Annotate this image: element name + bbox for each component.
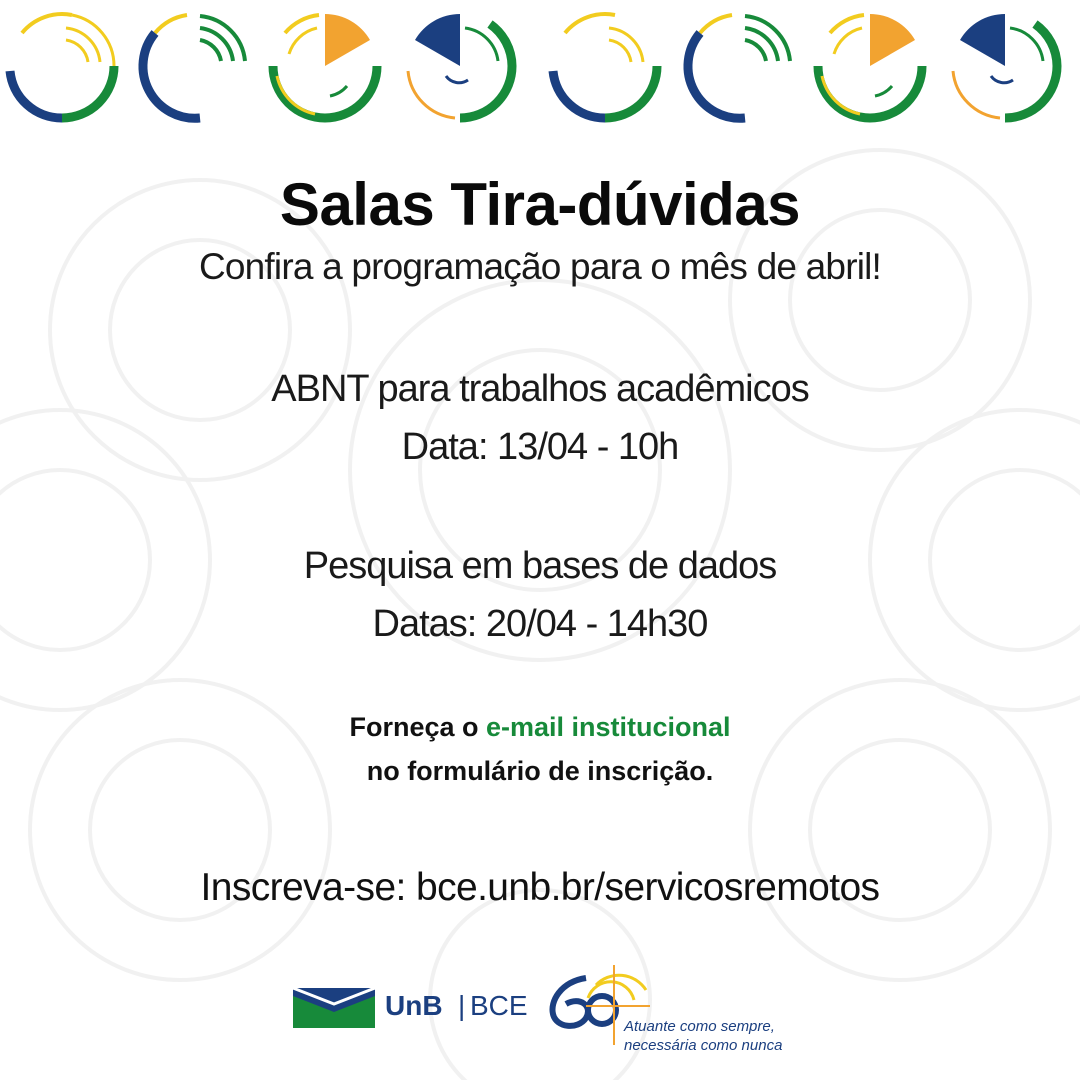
bce-logo-text: BCE [470,990,528,1021]
event-name: Pesquisa em bases de dados [303,545,777,587]
signup-link[interactable]: Inscreva-se: bce.unb.br/servicosremotos [200,866,880,909]
unb-logo-text: UnB [385,990,443,1021]
decorative-ring-icon [273,14,377,118]
page-title: Salas Tira-dúvidas [279,171,801,238]
email-note-prefix: Forneça o [349,712,486,742]
event-date: Data: 13/04 - 10h [401,426,679,468]
decorative-ring-icon [10,14,114,118]
decorative-ring-icon [408,14,512,118]
decorative-ring-icon [953,14,1057,118]
unb-logo-icon [293,988,375,1028]
decorative-ring-icon [143,15,245,118]
decorative-ring-icon [553,14,657,118]
decorative-ring-icon [818,14,922,118]
email-note [0,712,1080,743]
email-note-line2: no formulário de inscrição. [366,756,714,786]
logo-separator: | [458,990,466,1021]
email-note-highlight: e-mail institucional [485,712,731,742]
page-subtitle: Confira a programação para o mês de abril! [198,246,882,287]
event-date: Datas: 20/04 - 14h30 [372,603,708,645]
tagline-line1: Atuante como sempre, [624,1018,775,1035]
decorative-ring-icon [688,15,790,118]
decorative-ring-row [0,0,1080,130]
tagline-line2: necessária como nunca [624,1037,783,1054]
event-name: ABNT para trabalhos acadêmicos [271,368,809,410]
